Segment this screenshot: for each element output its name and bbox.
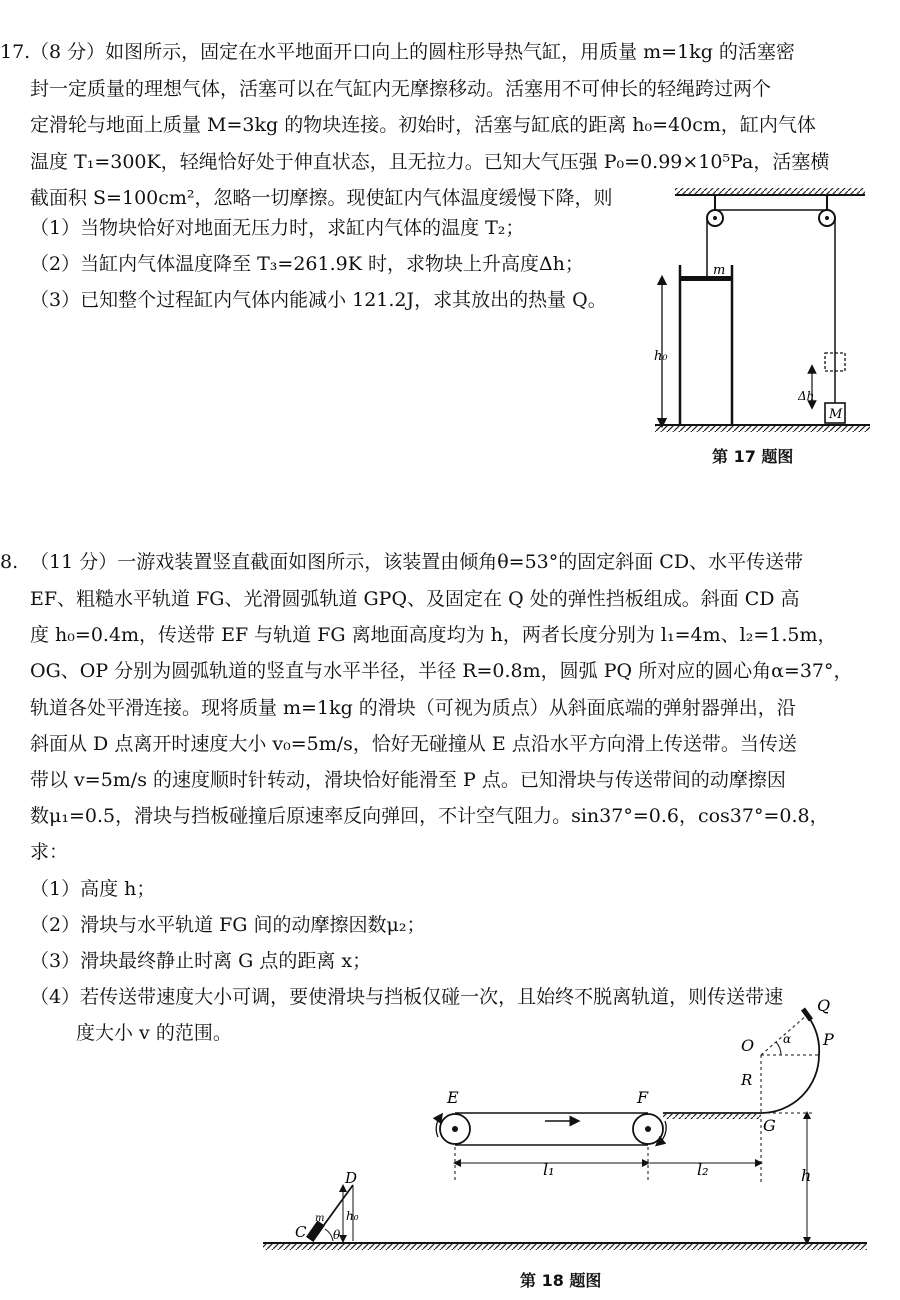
label-l1: l₁ bbox=[543, 1160, 555, 1179]
q18-question-4a: （4）若传送带速度大小可调，要使滑块与挡板仅碰一次，且始终不脱离轨道，则传送带速 bbox=[30, 986, 784, 1008]
label-G: G bbox=[763, 1116, 776, 1135]
label-D: D bbox=[345, 1169, 358, 1187]
label-l2: l₂ bbox=[697, 1160, 709, 1179]
q18-question-2: （2）滑块与水平轨道 FG 间的动摩擦因数μ₂； bbox=[30, 914, 426, 936]
label-Q: Q bbox=[817, 996, 831, 1015]
label-O: O bbox=[741, 1036, 755, 1055]
q18-line-8: 数μ₁=0.5，滑块与挡板碰撞后原速率反向弹回，不计空气阻力。sin37°=0.6，cos37°=0.8， bbox=[30, 805, 829, 827]
q17-line-1: （8 分）如图所示，固定在水平地面开口向上的圆柱形导热气缸，用质量 m=1kg 的活塞密 bbox=[30, 41, 795, 63]
rope bbox=[707, 210, 835, 403]
figure-18 bbox=[255, 985, 895, 1265]
label-P: P bbox=[823, 1030, 834, 1049]
q17-line-4: 温度 T₁=300K，轻绳恰好处于伸直状态，且无拉力。已知大气压强 P₀=0.99×10⁵Pa，活塞横 bbox=[30, 151, 830, 173]
label-piston-m: m bbox=[713, 263, 726, 278]
q17-question-2: （2）当缸内气体温度降至 T₃=261.9K 时，求物块上升高度Δh； bbox=[30, 253, 584, 275]
q18-number: 8. bbox=[0, 551, 19, 573]
ceiling bbox=[675, 188, 865, 195]
q18-question-1: （1）高度 h； bbox=[30, 878, 156, 900]
cylinder bbox=[680, 265, 732, 425]
q18-line-7: 带以 v=5m/s 的速度顺时针转动，滑块恰好能滑至 P 点。已知滑块与传送带间的动摩擦因 bbox=[30, 769, 786, 791]
q18-line-9: 求： bbox=[30, 841, 69, 863]
label-R: R bbox=[741, 1071, 753, 1089]
q18-line-2: EF、粗糙水平轨道 FG、光滑圆弧轨道 GPQ、及固定在 Q 处的弹性挡板组成。斜面 CD 高 bbox=[30, 588, 800, 610]
label-theta: θ bbox=[333, 1228, 341, 1242]
q18-line-1: （11 分）一游戏装置竖直截面如图所示，该装置由倾角θ=53°的固定斜面 CD、水平传送带 bbox=[30, 551, 804, 573]
label-dh: Δh bbox=[798, 389, 815, 403]
q18-line-3: 度 h₀=0.4m，传送带 EF 与轨道 FG 离地面高度均为 h，两者长度分别为 l₁=4m、l₂=1.5m， bbox=[30, 624, 837, 646]
q17-line-5: 截面积 S=100cm²，忽略一切摩擦。现使缸内气体温度缓慢下降，则 bbox=[30, 187, 613, 209]
label-h0: h₀ bbox=[654, 349, 668, 364]
q17-question-1: （1）当物块恰好对地面无压力时，求缸内气体的温度 T₂； bbox=[30, 217, 525, 239]
q17-question-3: （3）已知整个过程缸内气体内能减小 121.2J，求其放出的热量 Q。 bbox=[30, 289, 607, 311]
q18-question-3: （3）滑块最终静止时离 G 点的距离 x； bbox=[30, 950, 372, 972]
label-C: C bbox=[295, 1223, 307, 1241]
q17-line-2: 封一定质量的理想气体，活塞可以在气缸内无摩擦移动。活塞用不可伸长的轻绳跨过两个 bbox=[30, 78, 772, 100]
q18-question-4b: 度大小 v 的范围。 bbox=[76, 1022, 232, 1044]
q18-line-6: 斜面从 D 点离开时速度大小 v₀=5m/s，恰好无碰撞从 E 点沿水平方向滑上传送带。当传送 bbox=[30, 733, 797, 755]
ground-18 bbox=[263, 1243, 867, 1250]
q17-line-3: 定滑轮与地面上质量 M=3kg 的物块连接。初始时，活塞与缸底的距离 h₀=40cm，缸内气体 bbox=[30, 114, 816, 136]
label-block-M: M bbox=[829, 407, 843, 422]
conveyor-belt bbox=[436, 1113, 666, 1145]
ground-17 bbox=[655, 425, 870, 432]
label-h0-18: h₀ bbox=[346, 1209, 359, 1223]
figure-17-caption: 第 17 题图 bbox=[712, 447, 794, 466]
q17-number: 17. bbox=[0, 41, 31, 63]
track-FG bbox=[663, 1113, 761, 1119]
figure-17 bbox=[650, 185, 890, 445]
q18-line-5: 轨道各处平滑连接。现将质量 m=1kg 的滑块（可视为质点）从斜面底端的弹射器弹出，沿 bbox=[30, 697, 796, 719]
label-E: E bbox=[447, 1088, 459, 1107]
label-h: h bbox=[801, 1166, 812, 1185]
figure-18-caption: 第 18 题图 bbox=[520, 1271, 602, 1290]
label-alpha: α bbox=[783, 1032, 792, 1046]
arc-track-GPQ bbox=[761, 1009, 819, 1113]
label-F: F bbox=[637, 1088, 649, 1107]
label-slider-m: m bbox=[315, 1213, 325, 1224]
q18-line-4: OG、OP 分别为圆弧轨道的竖直与水平半径，半径 R=0.8m，圆弧 PQ 所对应的圆心角α=37°， bbox=[30, 660, 853, 682]
